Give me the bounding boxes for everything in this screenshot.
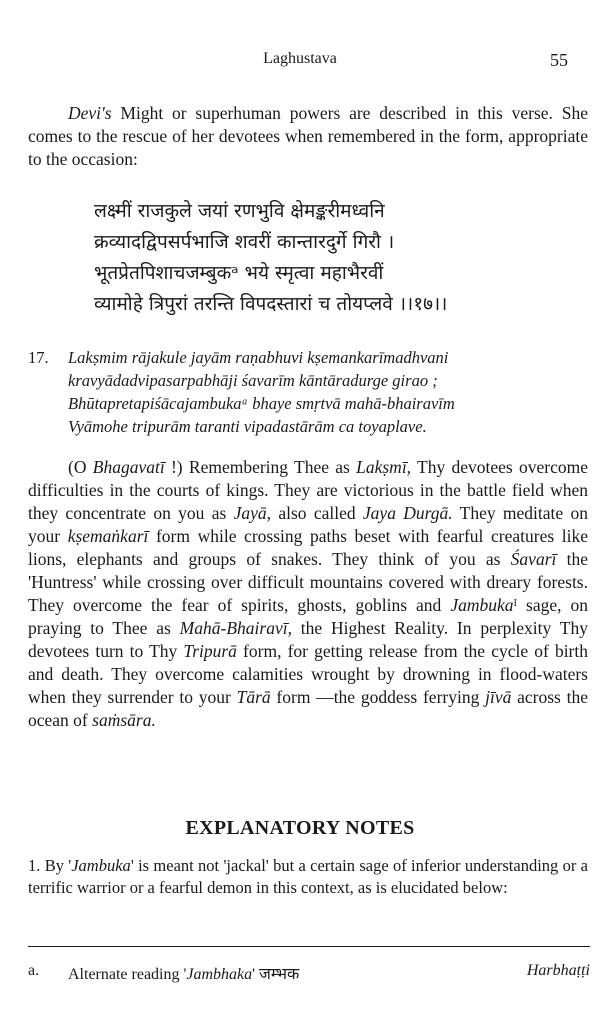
footnote-label: a.: [28, 962, 40, 979]
italic-term: Jambuka: [71, 856, 131, 875]
sanskrit-verse: [94, 196, 584, 320]
italic-term: jīvā: [485, 687, 512, 707]
footnote-rule: [28, 946, 590, 947]
transliteration-line: Bhūtapretapiśācajambukaᵃ bhaye smṛtvā mahā-bhairavīm: [68, 394, 455, 413]
text-run: They meditate on your: [28, 503, 588, 546]
transliteration-line: Vyāmohe tripurām taranti vipadastārām ca toyaplave.: [68, 417, 427, 436]
italic-term: Mahā-Bhairavī,: [179, 618, 292, 638]
italic-term: Bhagavatī: [92, 457, 165, 477]
footnote-text-suffix: ' जम्भक: [252, 966, 300, 983]
sanskrit-line: भूतप्रेतपिशाचजम्बुकᵃ भये स्मृत्वा महाभैरवीं: [94, 262, 384, 284]
text-run: the Highest Reality. In perplexity Thy devotees turn to Thy: [28, 618, 588, 661]
text-run: form —the goddess ferrying: [270, 687, 486, 707]
note-item: [28, 855, 588, 899]
text-run: ' is meant not 'jackal' but a certain sage of inferior understanding or a terrific warrior or a fearful demon in this context, as is elucidated below:: [28, 856, 588, 897]
italic-term: Śavarī: [510, 549, 557, 569]
translation-paragraph: [28, 456, 588, 732]
intro-paragraph: [28, 102, 588, 171]
italic-term: Tārā: [236, 687, 271, 707]
page-number: 55: [550, 50, 568, 70]
intro-italic-word: Devi's: [68, 103, 112, 123]
text-run: ᴵ sage, on praying to Thee as: [28, 595, 588, 638]
italic-term: kṣemaṅkarī: [67, 526, 149, 546]
italic-term: Lakṣmī,: [356, 457, 412, 477]
text-run: form while crossing paths beset with fearful creatures like lions, elephants and groups of snakes. They think of you as: [28, 526, 588, 569]
text-run: Thy devotees overcome difficulties in the courts of kings. They are victorious in the battle field when they concentrate on you as: [28, 457, 588, 523]
italic-term: saṁsāra.: [92, 710, 156, 730]
italic-term: Jayā: [233, 503, 267, 523]
verse-number: 17.: [28, 348, 49, 367]
footnote-text-italic: Jambhaka: [186, 966, 253, 983]
footnote-source: Harbhaṭṭi: [526, 962, 590, 979]
notes-heading: EXPLANATORY NOTES: [185, 817, 415, 839]
italic-term: Jaya Durgā.: [362, 503, 453, 523]
footnote-text-prefix: Alternate reading ': [68, 966, 187, 983]
text-run: form, for getting release from the cycle of birth and death. They overcome calamities wrought by drowning in flood-waters when they surrender to your: [28, 641, 588, 707]
transliteration-line: Lakṣmim rājakule jayām raṇabhuvi kṣemankarīmadhvani: [68, 348, 449, 367]
transliteration-line: kravyādadvipasarpabhāji śavarīm kāntāradurge girao ;: [68, 371, 438, 390]
text-run: By ': [40, 856, 72, 875]
text-run: !) Remembering Thee as: [164, 457, 357, 477]
italic-term: Tripurā: [183, 641, 237, 661]
italic-term: Jambuka: [450, 595, 514, 615]
sanskrit-line: लक्ष्मीं राजकुले जयां रणभुवि क्षेमङ्करीमध्वनि: [94, 200, 385, 222]
text-run: (O: [68, 457, 93, 477]
intro-text: Might or superhuman powers are described in this verse. She comes to the rescue of her devotees when remembered in the form, appropriate to the occasion:: [28, 103, 588, 169]
text-run: across the ocean of: [28, 687, 588, 730]
transliteration-block: [28, 346, 588, 438]
text-run: , also called: [266, 503, 363, 523]
page-header-title: Laghustava: [263, 50, 337, 67]
note-number: 1.: [28, 856, 41, 875]
sanskrit-line: व्यामोहे त्रिपुरां तरन्ति विपदस्तारां च तोयप्लवे ।।१७।।: [94, 293, 448, 315]
text-run: the 'Huntress' while crossing over difficult mountains covered with dreary forests. They overcome the fear of spirits, ghosts, goblins and: [28, 549, 588, 615]
sanskrit-line: क्रव्यादद्विपसर्पभाजि शवरीं कान्तारदुर्गे गिरौ ।: [94, 231, 395, 253]
